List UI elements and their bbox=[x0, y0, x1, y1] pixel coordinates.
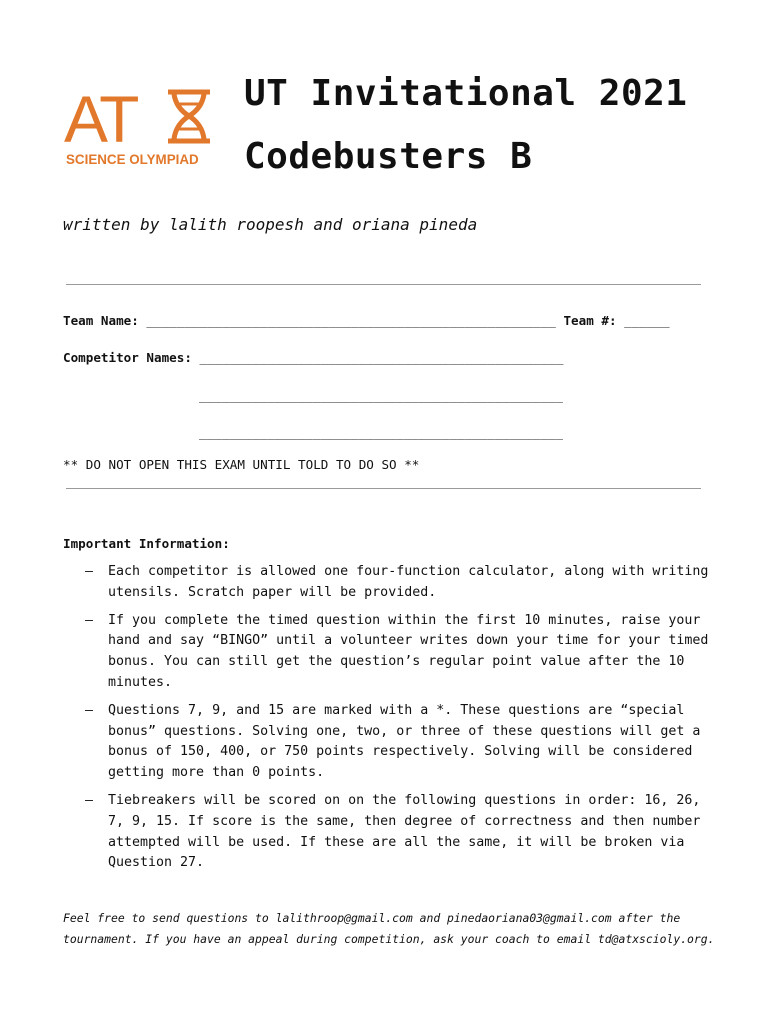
list-item-text: Questions 7, 9, and 15 are marked with a *. These questions are “special bonus” questions. Solving one, two, or three of these questions will get a bonus of 150, 400, or 750 points respectively. Solving will be considered getting more than 0 points. bbox=[108, 702, 701, 781]
footer-note bbox=[63, 908, 723, 950]
logo-wordmark: AT bbox=[64, 86, 136, 156]
footer-line-2: tournament. If you have an appeal during competition, ask your coach to email td@atxscioly.org. bbox=[63, 932, 715, 946]
bullet-dash: – bbox=[85, 702, 94, 718]
team-number-blank[interactable]: ______ bbox=[624, 313, 670, 328]
list-item bbox=[85, 562, 710, 604]
competitor-blank-1[interactable]: ________________________________________________ bbox=[199, 350, 564, 365]
competitor-blank-3[interactable]: ________________________________________________ bbox=[199, 425, 563, 440]
footer-line-1: Feel free to send questions to lalithroop@gmail.com and pinedaoriana03@gmail.com after the bbox=[63, 911, 681, 925]
team-name-label: Team Name: bbox=[63, 313, 139, 328]
team-name-blank[interactable]: ______________________________________________________ bbox=[146, 313, 556, 328]
bullet-dash: – bbox=[85, 792, 94, 808]
page-title-line1: UT Invitational 2021 bbox=[244, 73, 688, 114]
competitor-names-label: Competitor Names: bbox=[63, 350, 192, 365]
logo-subtitle: SCIENCE OLYMPIAD bbox=[66, 152, 199, 167]
dna-hourglass-icon bbox=[168, 92, 210, 141]
divider-bottom bbox=[66, 488, 701, 489]
list-item bbox=[85, 701, 710, 784]
team-name-row bbox=[63, 313, 670, 329]
competitor-blank-2[interactable]: ________________________________________________ bbox=[199, 388, 563, 403]
competitor-row-1 bbox=[63, 350, 563, 366]
bullet-dash: – bbox=[85, 612, 94, 628]
important-info-list bbox=[85, 562, 710, 881]
list-item-text: Each competitor is allowed one four-function calculator, along with writing utensils. Scratch paper will be provided. bbox=[108, 564, 709, 600]
page-title-line2: Codebusters B bbox=[244, 136, 533, 177]
list-item-text: Tiebreakers will be scored on on the following questions in order: 16, 26, 7, 9, 15. If score is the same, then degree of correctness and then number attempted will be used. If these are all the same, it will be broken via Question 27. bbox=[108, 792, 701, 871]
list-item bbox=[85, 791, 710, 874]
team-number-label: Team #: bbox=[563, 313, 617, 328]
list-item-text: If you complete the timed question within the first 10 minutes, raise your hand and say “BINGO” until a volunteer writes down your time for your timed bonus. You can still get the question’s regular point value after the 10 minutes. bbox=[108, 612, 709, 690]
list-item bbox=[85, 611, 710, 694]
divider-top bbox=[66, 284, 701, 285]
atx-science-olympiad-logo bbox=[64, 86, 216, 168]
exam-warning: ** DO NOT OPEN THIS EXAM UNTIL TOLD TO DO SO ** bbox=[63, 457, 420, 472]
important-info-heading: Important Information: bbox=[63, 536, 230, 551]
bullet-dash: – bbox=[85, 564, 94, 579]
authors-line: written by lalith roopesh and oriana pineda bbox=[63, 215, 478, 234]
